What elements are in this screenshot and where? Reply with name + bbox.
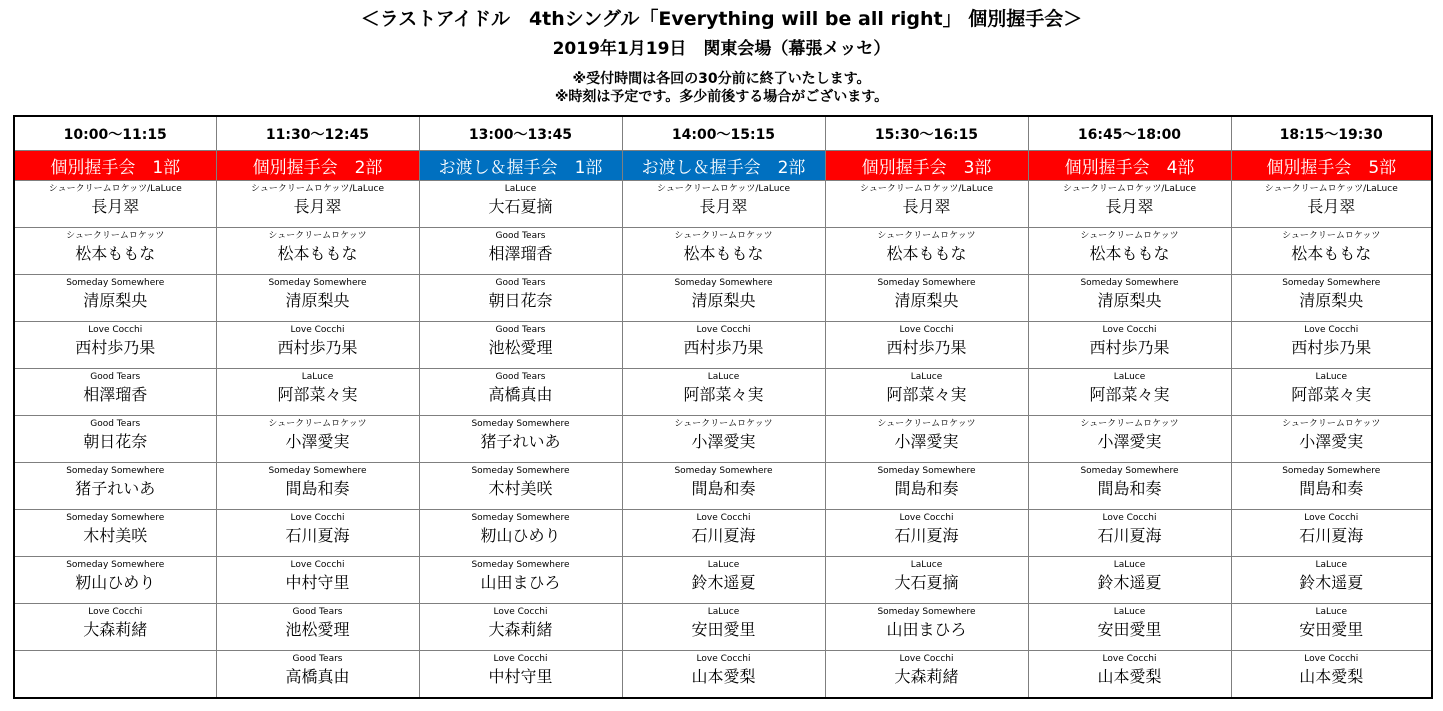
group-name: LaLuce xyxy=(910,372,943,382)
session-label: お渡し＆握手会 2部 xyxy=(622,151,825,181)
group-name: Love Cocchi xyxy=(899,513,954,523)
member-cell xyxy=(825,228,1028,275)
member-name: 籾山ひめり xyxy=(75,573,156,592)
group-name: Someday Somewhere xyxy=(268,278,367,288)
group-name: Good Tears xyxy=(495,325,546,335)
member-name: 籾山ひめり xyxy=(480,526,561,545)
table-row xyxy=(14,604,1432,651)
group-name: Someday Somewhere xyxy=(66,513,165,523)
group-name: Someday Somewhere xyxy=(471,466,570,476)
member-name: 小澤愛実 xyxy=(285,432,350,451)
member-name: 阿部菜々実 xyxy=(1089,385,1170,404)
member-name: 清原梨央 xyxy=(285,291,350,310)
group-name: Someday Somewhere xyxy=(66,466,165,476)
member-cell xyxy=(14,416,216,463)
member-cell xyxy=(419,510,622,557)
group-name: シュークリームロケッツ xyxy=(1282,231,1381,241)
member-cell xyxy=(622,416,825,463)
group-name: Good Tears xyxy=(495,278,546,288)
member-name: 清原梨央 xyxy=(691,291,756,310)
member-cell xyxy=(1028,651,1231,699)
member-cell xyxy=(216,557,419,604)
member-name: 大石夏摘 xyxy=(488,197,553,216)
group-name: シュークリームロケッツ xyxy=(268,231,367,241)
member-name: 猪子れいあ xyxy=(75,479,156,498)
group-name: Love Cocchi xyxy=(290,513,345,523)
member-name: 清原梨央 xyxy=(1097,291,1162,310)
member-name: 清原梨央 xyxy=(894,291,959,310)
group-name: Love Cocchi xyxy=(696,513,751,523)
group-name: Someday Somewhere xyxy=(471,560,570,570)
member-name: 松本ももな xyxy=(683,244,764,263)
member-name: 西村歩乃果 xyxy=(1089,338,1170,357)
group-name: Love Cocchi xyxy=(88,325,143,335)
member-cell xyxy=(622,228,825,275)
member-cell xyxy=(825,322,1028,369)
group-name: シュークリームロケッツ xyxy=(1282,419,1381,429)
member-name: 松本ももな xyxy=(277,244,358,263)
time-slot-header: 11:30～12:45 xyxy=(216,116,419,151)
member-cell xyxy=(825,651,1028,699)
member-cell xyxy=(216,416,419,463)
group-name: Love Cocchi xyxy=(493,607,548,617)
group-name: Good Tears xyxy=(292,654,343,664)
member-cell xyxy=(1231,463,1432,510)
member-cell xyxy=(14,181,216,228)
member-name: 松本ももな xyxy=(75,244,156,263)
group-name: シュークリームロケッツ/LaLuce xyxy=(48,184,182,194)
member-name: 朝日花奈 xyxy=(488,291,553,310)
session-label: 個別握手会 3部 xyxy=(825,151,1028,181)
group-name: Someday Somewhere xyxy=(1282,466,1381,476)
session-label: 個別握手会 2部 xyxy=(216,151,419,181)
schedule-table xyxy=(13,115,1433,699)
member-cell xyxy=(825,463,1028,510)
member-cell xyxy=(419,416,622,463)
group-name: Someday Somewhere xyxy=(877,607,976,617)
member-cell xyxy=(1231,510,1432,557)
member-name: 山田まひろ xyxy=(886,620,967,639)
member-name: 相澤瑠香 xyxy=(488,244,553,263)
table-row xyxy=(14,651,1432,699)
group-name: Someday Somewhere xyxy=(674,466,773,476)
group-name: シュークリームロケッツ xyxy=(877,231,976,241)
group-name: Love Cocchi xyxy=(290,560,345,570)
member-cell xyxy=(1231,369,1432,416)
member-name: 長月翠 xyxy=(902,197,951,216)
group-name: シュークリームロケッツ/LaLuce xyxy=(657,184,790,194)
time-slot-header: 18:15～19:30 xyxy=(1231,116,1432,151)
table-row xyxy=(14,463,1432,510)
member-cell xyxy=(622,181,825,228)
member-name: 西村歩乃果 xyxy=(1291,338,1372,357)
member-cell xyxy=(1028,275,1231,322)
group-name: Love Cocchi xyxy=(899,325,954,335)
member-name: 小澤愛実 xyxy=(1299,432,1364,451)
member-cell xyxy=(1028,228,1231,275)
member-name: 西村歩乃果 xyxy=(886,338,967,357)
member-cell xyxy=(419,181,622,228)
member-cell xyxy=(216,510,419,557)
group-name: シュークリームロケッツ xyxy=(1080,231,1179,241)
group-name: Love Cocchi xyxy=(1304,325,1359,335)
member-cell xyxy=(14,275,216,322)
member-cell xyxy=(622,322,825,369)
member-cell xyxy=(1231,228,1432,275)
group-name: Someday Somewhere xyxy=(66,278,165,288)
member-name: 小澤愛実 xyxy=(894,432,959,451)
member-name: 安田愛里 xyxy=(1299,620,1364,639)
member-cell xyxy=(825,416,1028,463)
member-cell xyxy=(216,369,419,416)
group-name: Good Tears xyxy=(90,419,141,429)
member-name: 長月翠 xyxy=(1307,197,1356,216)
group-name: Good Tears xyxy=(90,372,141,382)
member-name: 山本愛梨 xyxy=(1299,667,1364,686)
group-name: Someday Somewhere xyxy=(1282,278,1381,288)
group-name: シュークリームロケッツ xyxy=(66,231,165,241)
group-name: LaLuce xyxy=(910,560,943,570)
group-name: LaLuce xyxy=(1113,560,1146,570)
group-name: Good Tears xyxy=(495,372,546,382)
group-name: LaLuce xyxy=(1315,560,1348,570)
session-label: お渡し＆握手会 1部 xyxy=(419,151,622,181)
member-cell xyxy=(14,604,216,651)
member-name: 阿部菜々実 xyxy=(1291,385,1372,404)
group-name: シュークリームロケッツ xyxy=(674,419,773,429)
member-cell xyxy=(419,651,622,699)
member-name: 阿部菜々実 xyxy=(277,385,358,404)
member-name: 間島和奏 xyxy=(894,479,959,498)
member-cell xyxy=(825,510,1028,557)
member-cell xyxy=(1231,604,1432,651)
member-name: 小澤愛実 xyxy=(691,432,756,451)
member-name: 木村美咲 xyxy=(83,526,148,545)
member-name: 清原梨央 xyxy=(1299,291,1364,310)
member-name: 石川夏海 xyxy=(1097,526,1162,545)
member-cell xyxy=(622,275,825,322)
time-slot-header: 16:45～18:00 xyxy=(1028,116,1231,151)
time-slot-header: 14:00～15:15 xyxy=(622,116,825,151)
group-name: シュークリームロケッツ xyxy=(674,231,773,241)
group-name: Love Cocchi xyxy=(899,654,954,664)
group-name: Someday Somewhere xyxy=(1080,278,1179,288)
table-row xyxy=(14,322,1432,369)
member-cell xyxy=(622,604,825,651)
group-name: シュークリームロケッツ/LaLuce xyxy=(1063,184,1196,194)
member-name: 長月翠 xyxy=(699,197,748,216)
member-name: 鈴木遥夏 xyxy=(691,573,756,592)
member-name: 山田まひろ xyxy=(480,573,561,592)
member-cell xyxy=(14,322,216,369)
member-cell xyxy=(14,369,216,416)
group-name: LaLuce xyxy=(301,372,334,382)
member-cell xyxy=(825,181,1028,228)
group-name: Someday Somewhere xyxy=(1080,466,1179,476)
member-name: 間島和奏 xyxy=(1299,479,1364,498)
session-label: 個別握手会 4部 xyxy=(1028,151,1231,181)
member-name: 石川夏海 xyxy=(285,526,350,545)
group-name: Love Cocchi xyxy=(696,654,751,664)
member-name: 大森莉緒 xyxy=(488,620,553,639)
member-cell xyxy=(825,604,1028,651)
group-name: Someday Somewhere xyxy=(877,466,976,476)
member-cell xyxy=(825,557,1028,604)
table-row xyxy=(14,181,1432,228)
group-name: Love Cocchi xyxy=(1102,513,1157,523)
group-name: シュークリームロケッツ/LaLuce xyxy=(1264,184,1398,194)
group-name: Someday Somewhere xyxy=(877,278,976,288)
group-name: Love Cocchi xyxy=(88,607,143,617)
member-cell xyxy=(419,275,622,322)
member-name: 長月翠 xyxy=(293,197,342,216)
member-name: 鈴木遥夏 xyxy=(1097,573,1162,592)
table-row xyxy=(14,416,1432,463)
member-cell xyxy=(1028,416,1231,463)
group-name: Love Cocchi xyxy=(1102,325,1157,335)
group-name: LaLuce xyxy=(1113,607,1146,617)
group-name: LaLuce xyxy=(1113,372,1146,382)
member-name: 松本ももな xyxy=(886,244,967,263)
member-name: 中村守里 xyxy=(285,573,350,592)
member-cell xyxy=(622,463,825,510)
member-cell xyxy=(1028,463,1231,510)
member-name: 西村歩乃果 xyxy=(683,338,764,357)
member-name: 石川夏海 xyxy=(1299,526,1364,545)
member-cell xyxy=(419,369,622,416)
member-name: 松本ももな xyxy=(1089,244,1170,263)
table-row xyxy=(14,228,1432,275)
group-name: LaLuce xyxy=(1315,607,1348,617)
group-name: Good Tears xyxy=(495,231,546,241)
member-name: 長月翠 xyxy=(1105,197,1154,216)
member-cell xyxy=(216,181,419,228)
member-name: 大森莉緒 xyxy=(894,667,959,686)
member-name: 石川夏海 xyxy=(691,526,756,545)
reception-note: ※受付時間は各回の30分前に終了いたします。 xyxy=(572,71,871,87)
group-name: LaLuce xyxy=(707,607,740,617)
group-name: Love Cocchi xyxy=(1304,513,1359,523)
member-cell xyxy=(1231,557,1432,604)
time-slot-header: 10:00～11:15 xyxy=(14,116,216,151)
member-cell xyxy=(1231,651,1432,699)
session-row xyxy=(14,151,1432,181)
member-name: 石川夏海 xyxy=(894,526,959,545)
member-name: 山本愛梨 xyxy=(1097,667,1162,686)
session-label: 個別握手会 5部 xyxy=(1231,151,1432,181)
member-name: 清原梨央 xyxy=(83,291,148,310)
member-cell xyxy=(14,557,216,604)
member-cell xyxy=(1231,322,1432,369)
member-name: 安田愛里 xyxy=(691,620,756,639)
table-row xyxy=(14,557,1432,604)
session-label: 個別握手会 1部 xyxy=(14,151,216,181)
member-cell xyxy=(622,510,825,557)
member-cell xyxy=(216,604,419,651)
member-cell xyxy=(14,651,216,699)
member-cell xyxy=(216,228,419,275)
member-cell xyxy=(1028,181,1231,228)
member-name: 大石夏摘 xyxy=(894,573,959,592)
member-cell xyxy=(622,557,825,604)
member-cell xyxy=(14,228,216,275)
time-slot-header: 13:00～13:45 xyxy=(419,116,622,151)
group-name: シュークリームロケッツ xyxy=(268,419,367,429)
member-name: 間島和奏 xyxy=(1097,479,1162,498)
member-name: 西村歩乃果 xyxy=(277,338,358,357)
member-cell xyxy=(1231,181,1432,228)
table-row xyxy=(14,369,1432,416)
member-cell xyxy=(825,369,1028,416)
group-name: LaLuce xyxy=(504,184,537,194)
member-cell xyxy=(419,604,622,651)
member-cell xyxy=(1231,416,1432,463)
group-name: LaLuce xyxy=(707,372,740,382)
member-name: 朝日花奈 xyxy=(83,432,148,451)
member-name: 長月翠 xyxy=(91,197,140,216)
member-cell xyxy=(1028,510,1231,557)
member-name: 間島和奏 xyxy=(285,479,350,498)
member-cell xyxy=(419,557,622,604)
group-name: シュークリームロケッツ/LaLuce xyxy=(251,184,384,194)
member-name: 池松愛理 xyxy=(285,620,350,639)
group-name: Someday Somewhere xyxy=(674,278,773,288)
member-name: 木村美咲 xyxy=(488,479,553,498)
member-name: 阿部菜々実 xyxy=(683,385,764,404)
member-name: 安田愛里 xyxy=(1097,620,1162,639)
table-row xyxy=(14,275,1432,322)
member-name: 高橋真由 xyxy=(488,385,553,404)
member-cell xyxy=(216,322,419,369)
member-cell xyxy=(1231,275,1432,322)
member-name: 松本ももな xyxy=(1291,244,1372,263)
member-name: 鈴木遥夏 xyxy=(1299,573,1364,592)
group-name: Someday Somewhere xyxy=(268,466,367,476)
member-name: 高橋真由 xyxy=(285,667,350,686)
member-cell xyxy=(419,228,622,275)
group-name: Someday Somewhere xyxy=(471,513,570,523)
group-name: Good Tears xyxy=(292,607,343,617)
member-cell xyxy=(216,463,419,510)
time-header-row xyxy=(14,116,1432,151)
group-name: シュークリームロケッツ xyxy=(1080,419,1179,429)
group-name: LaLuce xyxy=(1315,372,1348,382)
time-slot-header: 15:30～16:15 xyxy=(825,116,1028,151)
member-name: 小澤愛実 xyxy=(1097,432,1162,451)
member-cell xyxy=(14,510,216,557)
event-date-venue: 2019年1月19日 関東会場（幕張メッセ） xyxy=(552,39,891,59)
group-name: シュークリームロケッツ/LaLuce xyxy=(860,184,993,194)
member-cell xyxy=(825,275,1028,322)
page-title: ＜ラストアイドル 4thシングル「Everything will be all right」 個別握手会＞ xyxy=(360,8,1083,30)
table-row xyxy=(14,510,1432,557)
member-cell xyxy=(1028,369,1231,416)
member-cell xyxy=(622,369,825,416)
member-cell xyxy=(216,651,419,699)
member-name: 池松愛理 xyxy=(488,338,553,357)
member-name: 間島和奏 xyxy=(691,479,756,498)
group-name: Love Cocchi xyxy=(290,325,345,335)
member-cell xyxy=(419,463,622,510)
member-cell xyxy=(1028,322,1231,369)
member-cell xyxy=(216,275,419,322)
group-name: LaLuce xyxy=(707,560,740,570)
group-name: Love Cocchi xyxy=(696,325,751,335)
member-name: 相澤瑠香 xyxy=(83,385,148,404)
member-cell xyxy=(1028,557,1231,604)
member-name: 西村歩乃果 xyxy=(75,338,156,357)
member-name: 中村守里 xyxy=(488,667,553,686)
member-name: 山本愛梨 xyxy=(691,667,756,686)
group-name: シュークリームロケッツ xyxy=(877,419,976,429)
group-name: Love Cocchi xyxy=(493,654,548,664)
group-name: Someday Somewhere xyxy=(471,419,570,429)
member-name: 阿部菜々実 xyxy=(886,385,967,404)
group-name: Love Cocchi xyxy=(1102,654,1157,664)
group-name: Someday Somewhere xyxy=(66,560,165,570)
member-cell xyxy=(622,651,825,699)
schedule-note: ※時刻は予定です。多少前後する場合がございます。 xyxy=(554,89,889,105)
member-name: 猪子れいあ xyxy=(480,432,561,451)
member-cell xyxy=(1028,604,1231,651)
member-cell xyxy=(14,463,216,510)
member-name: 大森莉緒 xyxy=(83,620,148,639)
member-cell xyxy=(419,322,622,369)
group-name: Love Cocchi xyxy=(1304,654,1359,664)
